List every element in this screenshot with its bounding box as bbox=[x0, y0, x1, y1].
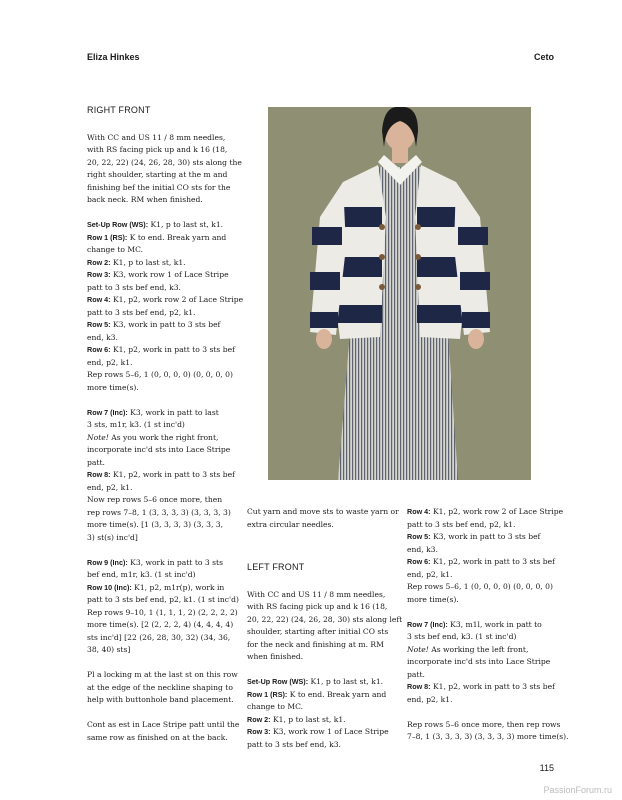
section-heading-left-front: LEFT FRONT bbox=[247, 562, 305, 572]
row-8 bbox=[407, 681, 557, 694]
row-7 bbox=[407, 619, 557, 632]
row-10-cont: patt to 3 sts bef end, p2, k1. (1 st inc'd) bbox=[87, 595, 239, 604]
repeat-line: 7–8, 1 (3, 3, 3, 3) (3, 3, 3, 3) more time(s). bbox=[407, 732, 569, 741]
row-text: K to end. Break yarn and bbox=[287, 689, 387, 699]
row-label: Row 6: bbox=[87, 345, 111, 354]
repeat-line: more time(s). bbox=[87, 382, 139, 392]
row-label: Row 5: bbox=[407, 532, 431, 541]
rows-7-8-block bbox=[87, 407, 239, 545]
note-text: As you work the right front, bbox=[108, 432, 219, 442]
row-label: Row 1 (RS): bbox=[87, 232, 128, 242]
row-text: K1, p2, work row 2 of Lace Stripe bbox=[110, 295, 244, 304]
text-line: for the neck and finishing at m. RM bbox=[247, 639, 384, 649]
row-3 bbox=[87, 269, 239, 282]
note-cont: patt. bbox=[407, 669, 425, 679]
row-text: K1, p to last st, k1. bbox=[148, 220, 224, 229]
note-label: Note! bbox=[87, 432, 109, 442]
text-line: extra circular needles. bbox=[247, 519, 334, 529]
text-line: Cut yarn and move sts to waste yarn or bbox=[247, 507, 399, 516]
row-9-cont: bef end, m1r, k3. (1 st inc'd) bbox=[87, 570, 196, 579]
row-text: K1, p2, m1r(p), work in bbox=[131, 582, 225, 592]
row-7 bbox=[87, 407, 239, 420]
row-1 bbox=[247, 689, 399, 702]
rows-4-6-block bbox=[407, 506, 564, 606]
row-8-cont: end, p2, k1. bbox=[407, 694, 453, 704]
row-text: K1, p2, work row 2 of Lace Stripe bbox=[430, 507, 564, 516]
row-4 bbox=[407, 506, 564, 519]
running-header-author: Eliza Hinkes bbox=[87, 52, 140, 62]
repeat-line: Rep rows 5–6 once more, then rep rows bbox=[407, 719, 561, 729]
text-line: 20, 22, 22) (24, 26, 28, 30) sts along the bbox=[87, 157, 242, 167]
row-label: Row 3: bbox=[87, 270, 111, 279]
row-text: K3, work in patt to 3 sts bbox=[127, 557, 223, 567]
row-text: K1, p2, work in patt to 3 sts bef bbox=[110, 345, 235, 354]
row-8-cont: end, p2, k1. bbox=[87, 482, 133, 492]
row-text: K3, work in patt to 3 sts bef bbox=[430, 532, 541, 541]
rows-7-8-block bbox=[407, 619, 557, 707]
cut-yarn-paragraph bbox=[247, 506, 399, 531]
text-line: with RS facing pick up and k 16 (18, bbox=[87, 145, 228, 154]
row-6-cont: end, p2, k1. bbox=[407, 569, 453, 579]
running-header-title: Ceto bbox=[534, 52, 554, 62]
row-text: K1, p2, work in patt to 3 sts bef bbox=[110, 470, 235, 479]
row-6 bbox=[87, 344, 239, 357]
row-10 bbox=[87, 582, 239, 595]
text-line: With CC and US 11 / 8 mm needles, bbox=[87, 132, 226, 142]
repeat-line: Rep rows 5–6, 1 (0, 0, 0, 0) (0, 0, 0, 0) bbox=[87, 370, 233, 379]
text-line: with RS facing pick up and k 16 (18, bbox=[247, 602, 388, 611]
column-right-front bbox=[87, 104, 244, 757]
text-line: finishing bef the initial CO sts for the bbox=[87, 182, 231, 192]
setup-row bbox=[247, 676, 399, 689]
row-label: Set-Up Row (WS): bbox=[87, 220, 149, 229]
row-2 bbox=[247, 714, 399, 727]
text-line: right shoulder, starting at the m and bbox=[87, 170, 228, 179]
row-text: K1, p to last st, k1. bbox=[270, 714, 346, 724]
row-3 bbox=[247, 726, 399, 739]
note-cont: incorporate inc'd sts into Lace Stripe bbox=[87, 445, 231, 454]
row-4 bbox=[87, 294, 244, 307]
row-label: Row 9 (Inc): bbox=[87, 557, 128, 567]
marker-paragraph bbox=[87, 669, 239, 707]
page-number: 115 bbox=[539, 763, 554, 773]
note-text: As working the left front, bbox=[428, 644, 529, 654]
row-label: Row 6: bbox=[407, 557, 431, 566]
column-left-front-continued bbox=[407, 506, 569, 756]
repeat-line: Rep rows 9–10, 1 (1, 1, 1, 2) (2, 2, 2, 2) bbox=[87, 607, 238, 617]
text-line: at the edge of the neckline shaping to bbox=[87, 682, 233, 692]
row-5-cont: end, k3. bbox=[407, 544, 438, 554]
row-text: K3, work in patt to 3 sts bef bbox=[110, 320, 221, 329]
row-label: Row 10 (Inc): bbox=[87, 582, 132, 592]
repeat-line: more time(s). bbox=[407, 594, 459, 604]
rows-1-3-block bbox=[247, 676, 399, 751]
row-label: Row 5: bbox=[87, 320, 111, 329]
row-label: Row 3: bbox=[247, 727, 271, 736]
text-line: Cont as est in Lace Stripe patt until the bbox=[87, 720, 240, 729]
column-left-front bbox=[247, 506, 403, 764]
section-heading-right-front: RIGHT FRONT bbox=[87, 105, 151, 115]
text-line: shoulder, starting after initial CO sts bbox=[247, 627, 389, 636]
note-line bbox=[407, 644, 557, 657]
row-3-cont: patt to 3 sts bef end, k3. bbox=[247, 739, 341, 749]
note-line bbox=[87, 432, 239, 445]
row-text: K3, work row 1 of Lace Stripe bbox=[270, 727, 389, 736]
repeat-line: Now rep rows 5–6 once more, then bbox=[87, 495, 223, 504]
setup-row bbox=[87, 219, 239, 232]
text-line: With CC and US 11 / 8 mm needles, bbox=[247, 589, 386, 599]
row-label: Row 7 (Inc): bbox=[407, 619, 448, 629]
rows-1-6-block bbox=[87, 219, 244, 394]
row-text: K to end. Break yarn and bbox=[127, 232, 227, 242]
final-repeat-paragraph bbox=[407, 719, 569, 744]
row-5 bbox=[407, 531, 557, 544]
model-wearing-cardigan-image bbox=[268, 107, 531, 480]
row-6 bbox=[407, 556, 557, 569]
repeat-line: 3) st(s) inc'd] bbox=[87, 532, 138, 542]
row-4-cont: patt to 3 sts bef end, p2, k1. bbox=[407, 519, 516, 529]
note-cont: incorporate inc'd sts into Lace Stripe bbox=[407, 657, 551, 666]
row-9 bbox=[87, 557, 239, 570]
note-cont: patt. bbox=[87, 457, 105, 467]
text-line: help with buttonhole band placement. bbox=[87, 695, 234, 704]
row-4-cont: patt to 3 sts bef end, p2, k1. bbox=[87, 307, 196, 317]
row-7-cont: 3 sts, m1r, k3. (1 st inc'd) bbox=[87, 420, 185, 429]
row-label: Row 2: bbox=[247, 714, 271, 724]
row-2 bbox=[87, 257, 239, 270]
repeat-line: 38, 40) sts] bbox=[87, 645, 131, 654]
row-text: K1, p to last st, k1. bbox=[110, 257, 186, 267]
intro-paragraph bbox=[87, 132, 242, 207]
repeat-line: sts inc'd] [22 (26, 28, 30, 32) (34, 36, bbox=[87, 632, 231, 642]
row-label: Row 1 (RS): bbox=[247, 689, 288, 699]
text-line: back neck. RM when finished. bbox=[87, 195, 203, 204]
row-1-cont: change to MC. bbox=[247, 702, 304, 711]
row-text: K3, work in patt to last bbox=[127, 407, 219, 417]
watermark: PassionForum.ru bbox=[543, 785, 612, 795]
row-text: K1, p to last st, k1. bbox=[308, 677, 384, 686]
text-line: when finished. bbox=[247, 652, 304, 661]
row-7-cont: 3 sts bef end, k3. (1 st inc'd) bbox=[407, 632, 517, 641]
row-label: Set-Up Row (WS): bbox=[247, 677, 309, 686]
row-label: Row 8: bbox=[87, 470, 111, 479]
model-photo bbox=[268, 107, 531, 480]
note-label: Note! bbox=[407, 644, 429, 654]
row-3-cont: patt to 3 sts bef end, k3. bbox=[87, 282, 181, 292]
row-label: Row 4: bbox=[87, 295, 111, 304]
row-text: K1, p2, work in patt to 3 sts bef bbox=[430, 557, 555, 566]
row-label: Row 8: bbox=[407, 682, 431, 691]
repeat-line: Rep rows 5–6, 1 (0, 0, 0, 0) (0, 0, 0, 0) bbox=[407, 582, 553, 591]
repeat-line: rep rows 7–8, 1 (3, 3, 3, 3) (3, 3, 3, 3) bbox=[87, 507, 231, 517]
row-label: Row 7 (Inc): bbox=[87, 407, 128, 417]
row-1-cont: change to MC. bbox=[87, 245, 144, 254]
row-5 bbox=[87, 319, 239, 332]
row-label: Row 2: bbox=[87, 257, 111, 267]
text-line: Pl a locking m at the last st on this row bbox=[87, 670, 238, 679]
intro-paragraph bbox=[247, 589, 403, 664]
row-5-cont: end, k3. bbox=[87, 332, 118, 342]
rows-9-10-block bbox=[87, 557, 239, 657]
repeat-line: more time(s). [1 (3, 3, 3, 3) (3, 3, 3, bbox=[87, 520, 224, 529]
text-line: same row as finished on at the back. bbox=[87, 732, 228, 742]
repeat-line: more time(s). [2 (2, 2, 2, 4) (4, 4, 4, 4) bbox=[87, 620, 234, 629]
row-text: K3, work row 1 of Lace Stripe bbox=[110, 270, 229, 279]
row-1 bbox=[87, 232, 239, 245]
continue-paragraph bbox=[87, 719, 239, 744]
row-text: K1, p2, work in patt to 3 sts bef bbox=[430, 682, 555, 691]
text-line: 20, 22, 22) (24, 26, 28, 30) sts along left bbox=[247, 614, 403, 624]
row-8 bbox=[87, 469, 239, 482]
row-label: Row 4: bbox=[407, 507, 431, 516]
row-text: K3, m1l, work in patt to bbox=[447, 619, 542, 629]
row-6-cont: end, p2, k1. bbox=[87, 357, 133, 367]
